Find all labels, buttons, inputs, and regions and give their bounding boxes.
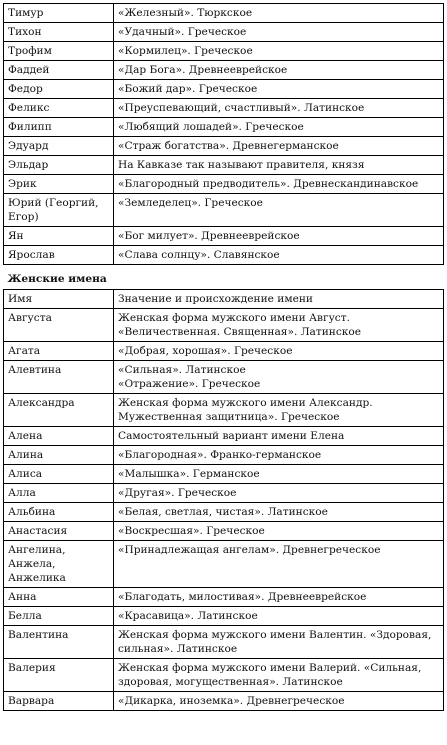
name-cell: Альбина [4, 503, 114, 522]
meaning-cell: «Слава солнцу». Славянское [114, 246, 444, 265]
female-section [4, 265, 444, 309]
name-cell: Тихон [4, 23, 114, 42]
name-cell: Анна [4, 588, 114, 607]
name-cell: Юрий (Георгий, Егор) [4, 194, 114, 227]
header-meaning: Значение и происхождение имени [114, 290, 444, 309]
meaning-cell: «Божий дар». Греческое [114, 80, 444, 99]
name-cell: Валентина [4, 626, 114, 659]
table-row [4, 361, 444, 394]
meaning-cell: «Добрая, хорошая». Греческое [114, 342, 444, 361]
table-row [4, 175, 444, 194]
meaning-cell: «Благородная». Франко-германское [114, 446, 444, 465]
name-cell: Августа [4, 309, 114, 342]
meaning-cell: Женская форма мужского имени Август. «Величественная. Священная». Латинское [114, 309, 444, 342]
table-row [4, 61, 444, 80]
section-row [4, 265, 444, 290]
table-row [4, 194, 444, 227]
meaning-cell: «Дикарка, иноземка». Древнегреческое [114, 692, 444, 711]
table-row [4, 588, 444, 607]
meaning-cell: «Другая». Греческое [114, 484, 444, 503]
table-row [4, 156, 444, 175]
table-row [4, 227, 444, 246]
name-cell: Филипп [4, 118, 114, 137]
names-table [3, 3, 444, 711]
table-row [4, 246, 444, 265]
header-name: Имя [4, 290, 114, 309]
table-row [4, 503, 444, 522]
name-cell: Феликс [4, 99, 114, 118]
meaning-cell: Женская форма мужского имени Александр. Мужественная защитница». Греческое [114, 394, 444, 427]
meaning-cell: «Земледелец». Греческое [114, 194, 444, 227]
table-row [4, 607, 444, 626]
meaning-cell: «Преуспевающий, счастливый». Латинское [114, 99, 444, 118]
name-cell: Ангелина, Анжела, Анжелика [4, 541, 114, 588]
meaning-cell: На Кавказе так называют правителя, князя [114, 156, 444, 175]
table-row [4, 4, 444, 23]
table-row [4, 42, 444, 61]
name-cell: Алина [4, 446, 114, 465]
meaning-cell: «Бог милует». Древнееврейское [114, 227, 444, 246]
name-cell: Эрик [4, 175, 114, 194]
meaning-cell: «Дар Бога». Древнееврейское [114, 61, 444, 80]
table-row [4, 342, 444, 361]
table-row [4, 692, 444, 711]
name-cell: Александра [4, 394, 114, 427]
name-cell: Валерия [4, 659, 114, 692]
section-title: Женские имена [4, 265, 444, 290]
meaning-cell: «Любящий лошадей». Греческое [114, 118, 444, 137]
name-cell: Алевтина [4, 361, 114, 394]
male-names-body [4, 4, 444, 265]
table-row [4, 118, 444, 137]
name-cell: Федор [4, 80, 114, 99]
name-cell: Ярослав [4, 246, 114, 265]
name-cell: Трофим [4, 42, 114, 61]
name-cell: Ян [4, 227, 114, 246]
table-row [4, 137, 444, 156]
name-cell: Фаддей [4, 61, 114, 80]
meaning-cell: «Кормилец». Греческое [114, 42, 444, 61]
name-cell: Эльдар [4, 156, 114, 175]
table-row [4, 484, 444, 503]
table-row [4, 465, 444, 484]
meaning-cell: «Удачный». Греческое [114, 23, 444, 42]
table-row [4, 427, 444, 446]
name-cell: Алиса [4, 465, 114, 484]
name-cell: Анастасия [4, 522, 114, 541]
meaning-cell: «Благодать, милостивая». Древнееврейское [114, 588, 444, 607]
meaning-cell: «Железный». Тюркское [114, 4, 444, 23]
table-row [4, 23, 444, 42]
table-row [4, 99, 444, 118]
meaning-cell: «Воскресшая». Греческое [114, 522, 444, 541]
table-row [4, 394, 444, 427]
table-row [4, 626, 444, 659]
meaning-cell: «Белая, светлая, чистая». Латинское [114, 503, 444, 522]
meaning-cell: «Принадлежащая ангелам». Древнегреческое [114, 541, 444, 588]
meaning-cell: Женская форма мужского имени Валентин. «Здоровая, сильная». Латинское [114, 626, 444, 659]
name-cell: Варвара [4, 692, 114, 711]
table-row [4, 80, 444, 99]
table-row [4, 522, 444, 541]
table-row [4, 446, 444, 465]
name-cell: Агата [4, 342, 114, 361]
table-row [4, 659, 444, 692]
header-row [4, 290, 444, 309]
name-cell: Алла [4, 484, 114, 503]
female-names-body [4, 309, 444, 711]
name-cell: Эдуард [4, 137, 114, 156]
name-cell: Белла [4, 607, 114, 626]
table-row [4, 309, 444, 342]
meaning-cell: «Благородный предводитель». Древнескандинавское [114, 175, 444, 194]
meaning-cell: «Сильная». Латинское «Отражение». Греческое [114, 361, 444, 394]
name-cell: Тимур [4, 4, 114, 23]
table-row [4, 541, 444, 588]
meaning-cell: Самостоятельный вариант имени Елена [114, 427, 444, 446]
name-cell: Алена [4, 427, 114, 446]
meaning-cell: «Страж богатства». Древнегерманское [114, 137, 444, 156]
meaning-cell: «Красавица». Латинское [114, 607, 444, 626]
meaning-cell: «Малышка». Германское [114, 465, 444, 484]
meaning-cell: Женская форма мужского имени Валерий. «Сильная, здоровая, могущественная». Латинское [114, 659, 444, 692]
